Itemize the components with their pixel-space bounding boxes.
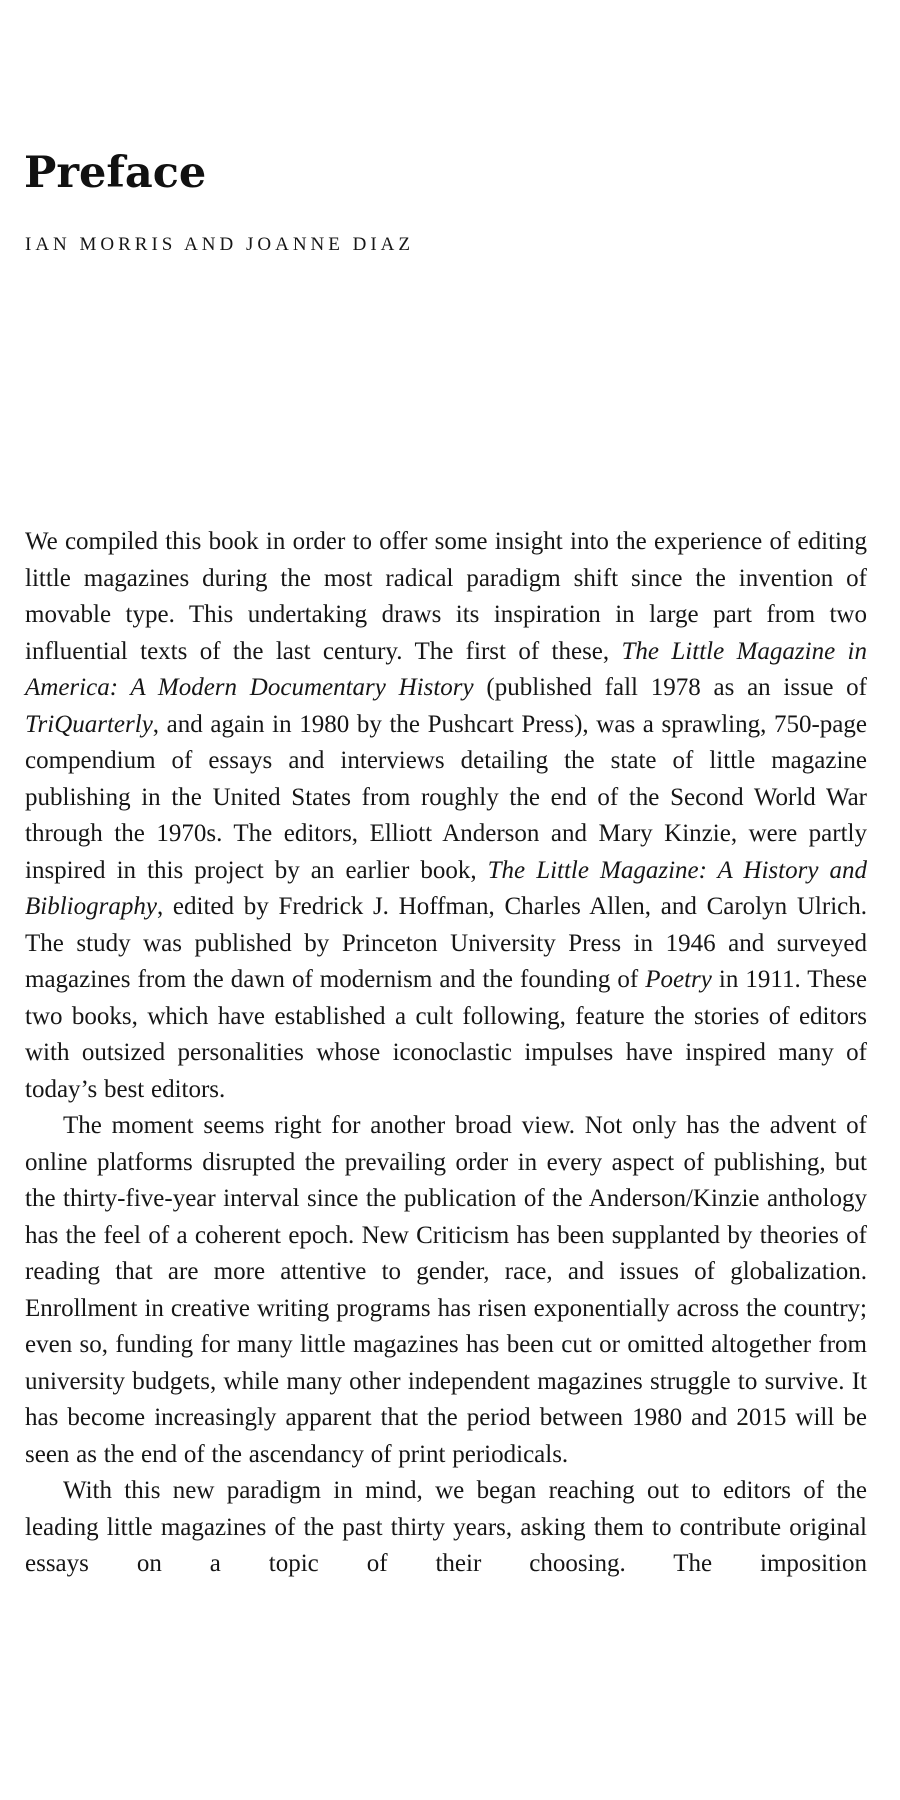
magazine-title-italic: Poetry [645,966,712,993]
book-title-italic: The Little Magazine in America: A Modern Documentary History [25,637,867,701]
paragraph-text: , and again in 1980 by the Pushcart Press), was a sprawling, 750-page compendium of essays and interviews detailing the state of little magazine publishing in the United States from roughly the end of the Second World War through the 1970s. The editors, Elliott Anderson and Mary Kinzie, were partly inspired in this project by an earlier book, [25,710,867,884]
page-title: Preface [24,148,207,198]
body-paragraph-1 [25,524,867,1108]
magazine-title-italic: TriQuarterly [25,710,153,738]
paragraph-text: (published fall 1978 as an issue of [473,674,867,701]
preface-body [25,524,867,1583]
body-paragraph-2: The moment seems right for another broad view. Not only has the advent of online platforms disrupted the prevailing order in every aspect of publishing, but the thirty-five-year interval since the publication of the Anderson/Kinzie anthology has the feel of a coherent epoch. New Criticism has been supplanted by theories of reading that are more attentive to gender, race, and issues of globalization. Enrollment in creative writing programs has risen exponentially across the country; even so, funding for many little magazines has been cut or omitted altogether from university budgets, while many other independent magazines struggle to survive. It has become increasingly apparent that the period between 1980 and 2015 will be seen as the end of the ascendancy of print periodicals. [25,1112,867,1468]
paragraph-text: , edited by Fredrick J. Hoffman, Charles Allen, and Carolyn Ulrich. The study was published by Princeton University Press in 1946 and surveyed magazines from the dawn of modernism and the founding of [25,893,867,993]
body-paragraph-3: With this new paradigm in mind, we began reaching out to editors of the leading little magazines of the past thirty years, asking them to contribute original essays on a topic of their choosing. The imposition [25,1477,867,1577]
authors-line: IAN MORRIS AND JOANNE DIAZ [25,234,414,255]
paragraph-text: We compiled this book in order to offer some insight into the experience of editing little magazines during the most radical paradigm shift since the invention of movable type. This undertaking draws its inspiration in large part from two influential texts of the last century. The first of these, [25,528,867,665]
book-title-italic: The Little Magazine: A History and Bibliography [25,856,867,920]
paragraph-text: in 1911. These two books, which have established a cult following, feature the stories of editors with outsized personalities whose iconoclastic impulses have inspired many of today’s best editors. [25,966,867,1103]
